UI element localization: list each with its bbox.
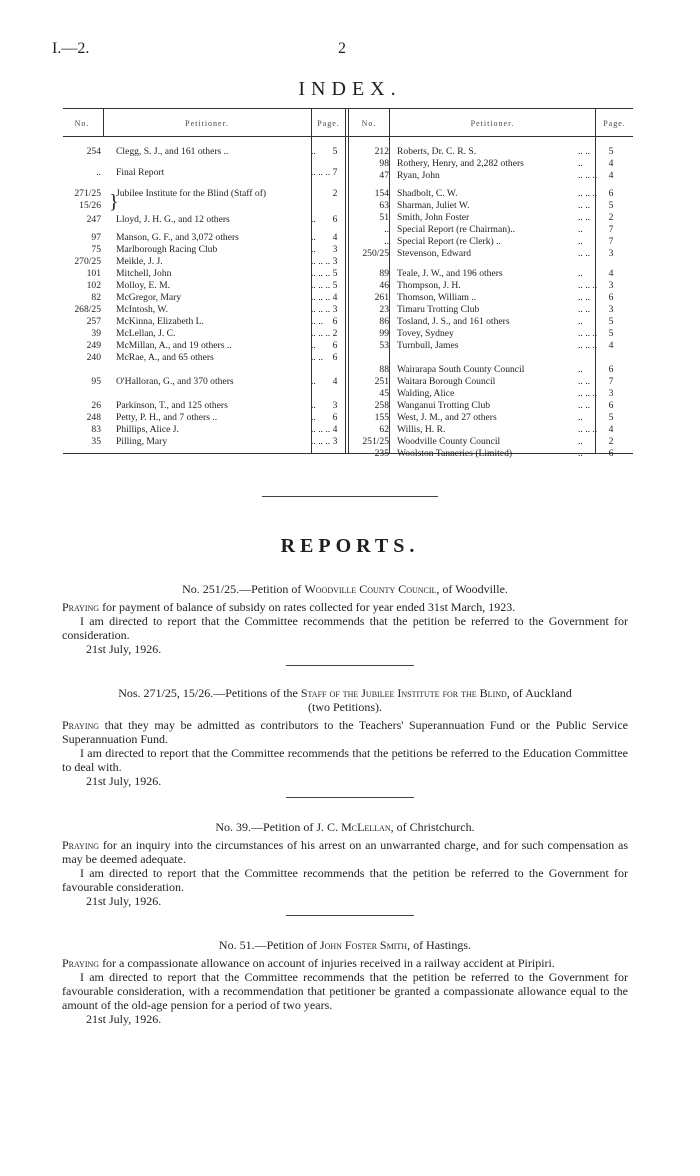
index-petitioner: Special Report (re Clerk) .. [397,236,501,247]
index-leader-dots: .. .. [578,212,590,223]
index-number: 212 [374,146,389,157]
index-number: 82 [91,292,101,303]
index-number: 53 [379,340,389,351]
index-leader-dots: .. .. .. [578,280,598,291]
index-petitioner: Clegg, S. J., and 161 others .. [116,146,229,157]
index-page: 7 [332,167,338,178]
index-petitioner: O'Halloran, G., and 370 others [116,376,234,387]
heading-prefix: No. 39.—Petition of [215,820,317,834]
heading-suffix: , of Auckland [506,686,572,700]
praying-paragraph [62,956,628,970]
index-leader-dots: .. [311,244,316,255]
index-leader-dots: .. .. .. [311,304,331,315]
index-number: 51 [379,212,389,223]
index-page: 3 [608,388,614,399]
heading-prefix: No. 251/25.—Petition of [182,582,305,596]
index-page: 5 [608,146,614,157]
index-number: 88 [379,364,389,375]
index-petitioner: Molloy, E. M. [116,280,171,291]
index-leader-dots: .. .. [311,352,323,363]
praying-text: that they may be admitted as contributors to the Teachers' Superannuation Fund or the Public Service Superannuation Fund. [62,718,628,746]
index-page: 4 [608,340,614,351]
index-number: 15/26 [79,200,101,211]
index-leader-dots: .. .. .. [311,424,331,435]
index-page: 5 [332,268,338,279]
index-petitioner: Willis, H. R. [397,424,446,435]
index-row [63,388,633,399]
page-number: 2 [338,40,346,57]
report-entry [62,686,628,788]
index-row [63,340,633,351]
index-number: 26 [91,400,101,411]
heading-prefix: No. 51.—Petition of [218,938,320,952]
index-page: 2 [608,436,614,447]
index-leader-dots: .. [578,224,583,235]
index-page: 6 [608,448,614,459]
index-row [63,146,633,157]
index-row [63,436,633,447]
index-number: 75 [91,244,101,255]
index-leader-dots: .. [311,400,316,411]
index-leader-dots: .. .. [578,376,590,387]
index-page: 4 [332,376,338,387]
index-petitioner: Waitara Borough Council [397,376,496,387]
index-page: 7 [608,376,614,387]
index-row [63,400,633,411]
index-number: 45 [379,388,389,399]
index-leader-dots: .. .. [578,400,590,411]
index-row [63,412,633,423]
index-page: 5 [332,146,338,157]
index-page: 5 [608,316,614,327]
praying-paragraph [62,600,628,614]
index-row [63,212,633,223]
index-leader-dots: .. .. [578,304,590,315]
index-petitioner: West, J. M., and 27 others [397,412,497,423]
divider [286,915,414,916]
index-number: 268/25 [74,304,101,315]
index-page: 5 [608,412,614,423]
index-number: 99 [379,328,389,339]
index-leader-dots: .. [578,268,583,279]
index-row [63,200,633,211]
col-header-petitioner: Petitioner. [185,119,229,128]
index-leader-dots: .. [311,376,316,387]
report-paragraph: I am directed to report that the Committee recommends that the petitions be referred to the Education Committee to deal with. [62,746,628,774]
index-row [63,280,633,291]
index-number: 39 [91,328,101,339]
col-header-page: Page. [603,119,626,128]
index-number: 62 [379,424,389,435]
index-leader-dots: .. .. [311,316,323,327]
index-row [63,248,633,259]
index-leader-dots: .. .. [578,248,590,259]
report-heading [62,820,628,834]
petitioner-name: Staff of the Jubilee Institute for the Blind [300,686,507,700]
index-row [63,352,633,363]
divider [286,797,414,798]
index-petitioner: McLellan, J. C. [116,328,176,339]
index-page: 3 [332,436,338,447]
heading-suffix: , of Hastings. [407,938,472,952]
index-petitioner: Woolston Tanneries (Limited) [397,448,513,459]
index-page: 3 [332,244,338,255]
index-row [63,376,633,387]
index-number: 102 [86,280,101,291]
index-page: 6 [332,340,338,351]
index-petitioner: Wanganui Trotting Club [397,400,491,411]
index-row [63,424,633,435]
index-page: 3 [608,304,614,315]
index-leader-dots: .. .. .. [311,436,331,447]
index-leader-dots: .. .. .. [311,280,331,291]
divider [262,496,438,497]
index-page: 6 [332,214,338,225]
praying-paragraph [62,838,628,866]
index-leader-dots: .. [578,364,583,375]
index-petitioner: Marlborough Racing Club [116,244,218,255]
report-heading [62,582,628,596]
index-number: .. [384,224,389,235]
index-leader-dots: .. .. .. [311,167,331,178]
index-petitioner: Special Report (re Chairman).. [397,224,516,235]
index-leader-dots: .. .. [578,200,590,211]
index-row [63,268,633,279]
index-petitioner: Parkinson, T., and 125 others [116,400,228,411]
index-page: 5 [608,328,614,339]
index-number: 251 [374,376,389,387]
index-page: 3 [332,400,338,411]
index-petitioner: Walding, Alice [397,388,455,399]
heading-suffix: , of Woodville. [436,582,508,596]
index-row [63,170,633,181]
index-number: 254 [86,146,101,157]
index-row [63,292,633,303]
index-page: 5 [608,200,614,211]
index-row [63,224,633,235]
index-leader-dots: .. .. .. [578,424,598,435]
index-page: 3 [332,304,338,315]
index-row [63,304,633,315]
index-leader-dots: .. .. .. [311,256,331,267]
report-paragraph: I am directed to report that the Committee recommends that the petition be referred to the Government for favourable consideration. [62,866,628,894]
index-page: 3 [332,256,338,267]
index-leader-dots: .. .. [578,292,590,303]
index-petitioner: Shadbolt, C. W. [397,188,458,199]
index-petitioner: Teale, J. W., and 196 others [397,268,503,279]
index-number: .. [384,236,389,247]
index-leader-dots: .. [578,436,583,447]
praying-word: Praying [62,838,100,852]
index-number: 240 [86,352,101,363]
reports-title: REPORTS. [280,535,420,557]
index-row [63,328,633,339]
index-row [63,158,633,169]
col-header-page: Page. [317,119,340,128]
index-number: 154 [374,188,389,199]
petitioner-name: J. C. McLellan [316,820,391,834]
index-petitioner: McGregor, Mary [116,292,182,303]
index-number: 98 [379,158,389,169]
index-petitioner: Turnbull, James [397,340,459,351]
index-number: 47 [379,170,389,181]
report-date: 21st July, 1926. [86,894,162,908]
index-petitioner: Pilling, Mary [116,436,168,447]
report-date: 21st July, 1926. [86,1012,162,1026]
index-petitioner: McIntosh, W. [116,304,168,315]
index-page: 2 [332,188,338,199]
index-number: 46 [379,280,389,291]
index-petitioner: Timaru Trotting Club [397,304,480,315]
index-number: 86 [379,316,389,327]
index-page: 7 [608,236,614,247]
index-petitioner: Mitchell, John [116,268,172,279]
index-leader-dots: .. [578,448,583,459]
index-number: 258 [374,400,389,411]
index-leader-dots: .. .. .. [311,268,331,279]
index-petitioner: Lloyd, J. H. G., and 12 others [116,214,230,225]
index-title: INDEX. [298,78,402,100]
divider [286,665,414,666]
report-heading [62,686,628,700]
index-number: 35 [91,436,101,447]
index-number: 63 [379,200,389,211]
index-petitioner: Woodville County Council [397,436,501,447]
index-number: 249 [86,340,101,351]
index-number: 248 [86,412,101,423]
report-date: 21st July, 1926. [86,774,162,788]
heading-subtitle: (two Petitions). [308,700,382,714]
index-leader-dots: .. .. .. [578,340,598,351]
index-page: 4 [608,424,614,435]
index-petitioner: McKinna, Elizabeth L. [116,316,204,327]
index-number: 235 [374,448,389,459]
index-row [63,236,633,247]
index-petitioner: Rothery, Henry, and 2,282 others [397,158,524,169]
index-number: 95 [91,376,101,387]
index-leader-dots: .. .. .. [311,292,331,303]
index-leader-dots: .. [311,340,316,351]
index-petitioner: Petty, P. H., and 7 others .. [116,412,218,423]
index-leader-dots: .. .. .. [578,388,598,399]
index-page: 6 [608,364,614,375]
index-number: 89 [379,268,389,279]
index-page: 2 [608,212,614,223]
index-page: 6 [332,412,338,423]
index-petitioner: Final Report [116,167,165,178]
index-leader-dots: .. [578,412,583,423]
index-number: 270/25 [74,256,101,267]
index-page: 4 [332,424,338,435]
index-leader-dots: .. .. .. [311,328,331,339]
index-page: 4 [608,158,614,169]
report-heading [62,938,628,952]
index-petitioner: McMillan, A., and 19 others .. [116,340,232,351]
header-ref: I.—2. [52,40,90,57]
praying-paragraph [62,718,628,746]
index-page: 4 [332,232,338,243]
index-page: 4 [608,268,614,279]
index-petitioner: Jubilee Institute for the Blind (Staff of) [116,188,267,199]
report-entry [62,938,628,1026]
index-petitioner: McRae, A., and 65 others [116,352,214,363]
index-petitioner: Wairarapa South County Council [397,364,525,375]
index-leader-dots: .. [578,316,583,327]
praying-word: Praying [62,956,100,970]
praying-text: for payment of balance of subsidy on rates collected for year ended 31st March, 1923. [99,600,516,614]
col-header-petitioner: Petitioner. [470,119,515,128]
index-row [63,448,633,459]
heading-prefix: Nos. 271/25, 15/26.—Petitions of the [118,686,301,700]
index-petitioner: Ryan, John [397,170,440,181]
report-entry [62,820,628,908]
index-petitioner: Thomson, William .. [397,292,477,303]
heading-suffix: , of Christchurch. [390,820,475,834]
index-number: 250/25 [362,248,389,259]
index-number: 271/25 [74,188,101,199]
index-page: 4 [608,170,614,181]
index-row [63,188,633,199]
index-petitioner: Thompson, J. H. [397,280,461,291]
report-paragraph: I am directed to report that the Committee recommends that the petition be referred to the Government for favourable consideration, with a recommendation that petitioner be granted a compassionate allowance equal to the amount of the old-age pension for a period of two years. [62,970,628,1012]
index-number: 261 [374,292,389,303]
praying-text: for an inquiry into the circumstances of his arrest on an unwarranted charge, and for such compensation as may be deemed adequate. [62,838,628,866]
praying-word: Praying [62,718,100,732]
index-page: 6 [332,316,338,327]
index-page: 2 [332,328,338,339]
index-number: 257 [86,316,101,327]
col-header-no: No. [361,119,377,128]
index-page: 6 [608,400,614,411]
index-leader-dots: .. .. .. [578,170,598,181]
praying-word: Praying [62,600,100,614]
index-row [63,364,633,375]
index-number: 97 [91,232,101,243]
index-page: 6 [608,188,614,199]
index-petitioner: Phillips, Alice J. [116,424,179,435]
index-leader-dots: .. .. [578,146,590,157]
index-number: 155 [374,412,389,423]
index-leader-dots: .. [311,232,316,243]
report-entry [62,582,628,656]
index-leader-dots: .. [578,236,583,247]
index-leader-dots: .. [311,214,316,225]
index-number: 23 [379,304,389,315]
index-petitioner: Sharman, Juliet W. [397,200,470,211]
index-number: .. [96,167,101,178]
index-petitioner: Tosland, J. S., and 161 others [397,316,510,327]
index-page: 6 [332,352,338,363]
index-leader-dots: .. [311,146,316,157]
index-page: 3 [608,280,614,291]
index-petitioner: Stevenson, Edward [397,248,472,259]
praying-text: for a compassionate allowance on account of injuries received in a railway accident at Piripiri. [99,956,555,970]
index-leader-dots: .. [578,158,583,169]
index-page: 3 [608,248,614,259]
report-date: 21st July, 1926. [86,642,162,656]
report-paragraph: I am directed to report that the Committee recommends that the petition be referred to the Government for consideration. [62,614,628,642]
petitioner-name: Woodville County Council [304,582,437,596]
col-header-no: No. [74,119,90,128]
index-number: 83 [91,424,101,435]
index-page: 4 [332,292,338,303]
index-petitioner: Meikle, J. J. [116,256,163,267]
index-page: 7 [608,224,614,235]
index-petitioner: Roberts, Dr. C. R. S. [397,146,477,157]
index-row [63,316,633,327]
index-number: 101 [86,268,101,279]
petitioner-name: John Foster Smith [319,938,408,952]
brace-symbol: } [109,191,119,213]
index-petitioner: Manson, G. F., and 3,072 others [116,232,239,243]
index-petitioner: Smith, John Foster [397,212,470,223]
index-page: 5 [332,280,338,291]
index-number: 247 [86,214,101,225]
index-petitioner: Tovey, Sydney [397,328,454,339]
index-number: 251/25 [362,436,389,447]
index-leader-dots: .. [311,412,316,423]
index-page: 6 [608,292,614,303]
index-leader-dots: .. .. .. [578,188,598,199]
index-leader-dots: .. .. .. [578,328,598,339]
